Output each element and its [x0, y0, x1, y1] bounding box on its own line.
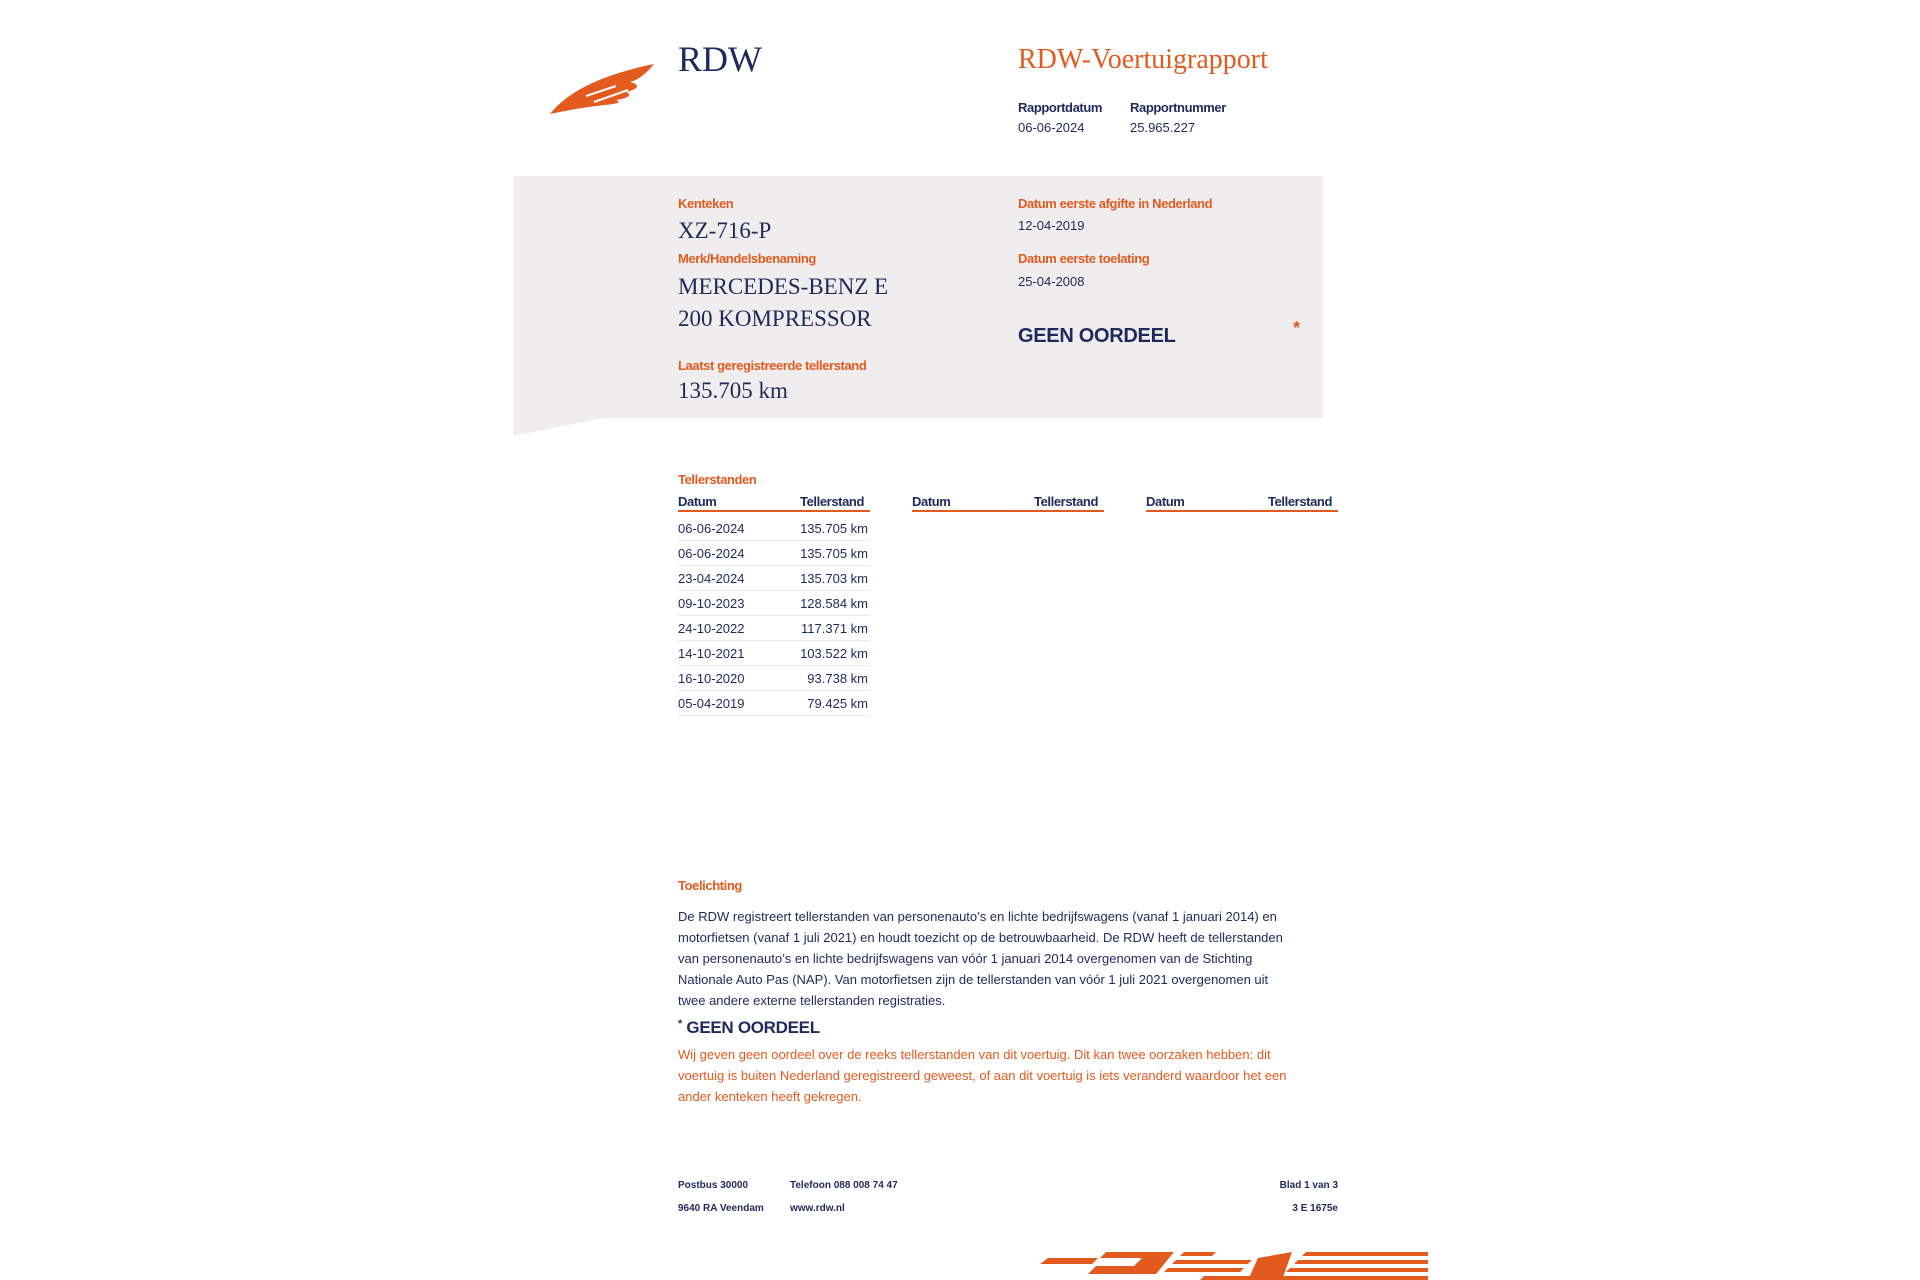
row-reading: 135.703 km: [800, 571, 868, 586]
explanation-line: De RDW registreert tellerstanden van personenauto’s en lichte bedrijfswagens (vanaf 1 januari 2014) en: [678, 909, 1277, 924]
footer-stripes-decoration: [1036, 1248, 1428, 1280]
rdw-logo-icon: [546, 58, 666, 116]
table-row: [678, 591, 870, 616]
report-date: 06-06-2024: [1018, 120, 1085, 135]
explanation-line: Nationale Auto Pas (NAP). Van motorfietsen zijn de tellerstanden van vóór 1 juli 2021 overgenomen uit: [678, 972, 1269, 987]
row-date: 09-10-2023: [678, 596, 745, 611]
table-row: [678, 666, 870, 691]
make-line-2: 200 KOMPRESSOR: [678, 306, 872, 331]
odometer-label: Laatst geregistreerde tellerstand: [678, 358, 867, 373]
verdict-text: GEEN OORDEEL: [1018, 325, 1176, 347]
header-rule-1: [678, 510, 870, 512]
row-date: 23-04-2024: [678, 571, 745, 586]
row-reading: 79.425 km: [807, 696, 868, 711]
explanation-title: Toelichting: [678, 878, 742, 893]
footer-web: www.rdw.nl: [790, 1203, 845, 1214]
report-date-label: Rapportdatum: [1018, 100, 1103, 115]
table-row: [678, 691, 870, 716]
footer-city: 9640 RA Veendam: [678, 1203, 764, 1214]
row-date: 06-06-2024: [678, 521, 745, 536]
table-row: [678, 616, 870, 641]
footer-phone: Telefoon 088 008 74 47: [790, 1180, 898, 1191]
verdict-line: voertuig is buiten Nederland geregistreerd geweest, of aan dit voertuig is iets veranderd waardoor het een: [678, 1068, 1287, 1083]
col-reading-header-2: Tellerstand: [1034, 494, 1098, 509]
row-date: 16-10-2020: [678, 671, 745, 686]
row-reading: 93.738 km: [807, 671, 868, 686]
report-number: 25.965.227: [1130, 120, 1196, 135]
row-date: 06-06-2024: [678, 546, 745, 561]
table-row: [678, 566, 870, 591]
table-row: [678, 516, 870, 541]
make-line-1: MERCEDES-BENZ E: [678, 274, 889, 299]
row-date: 14-10-2021: [678, 646, 745, 661]
footer-postbus: Postbus 30000: [678, 1180, 749, 1191]
make-label: Merk/Handelsbenaming: [678, 251, 816, 266]
report-number-label: Rapportnummer: [1130, 100, 1226, 115]
footer-page: Blad 1 van 3: [1279, 1180, 1338, 1191]
row-reading: 128.584 km: [800, 596, 868, 611]
row-date: 24-10-2022: [678, 621, 745, 636]
col-date-header-3: Datum: [1146, 494, 1185, 509]
verdict-line: ander kenteken heeft gekregen.: [678, 1089, 862, 1104]
report-title: RDW-Voertuigrapport: [1018, 44, 1268, 75]
row-reading: 135.705 km: [800, 521, 868, 536]
readings-title: Tellerstanden: [678, 472, 757, 487]
first-admission-label: Datum eerste toelating: [1018, 251, 1150, 266]
verdict-heading: [678, 1018, 820, 1038]
plate-label: Kenteken: [678, 196, 734, 211]
verdict-line: Wij geven geen oordeel over de reeks tellerstanden van dit voertuig. Dit kan twee oorzaken hebben: dit: [678, 1047, 1271, 1062]
panel-tail-decoration: [513, 416, 613, 436]
explanation-paragraph: [678, 906, 1338, 1011]
row-reading: 135.705 km: [800, 546, 868, 561]
table-row: [678, 641, 870, 666]
row-date: 05-04-2019: [678, 696, 745, 711]
header-rule-2: [912, 510, 1104, 512]
footer-code: 3 E 1675e: [1292, 1203, 1338, 1214]
row-reading: 117.371 km: [801, 621, 868, 636]
explanation-line: twee andere externe tellerstanden registraties.: [678, 993, 946, 1008]
first-admission-value: 25-04-2008: [1018, 274, 1085, 289]
col-reading-header-3: Tellerstand: [1268, 494, 1332, 509]
explanation-line: motorfietsen (vanaf 1 juli 2021) en houdt toezicht op de betrouwbaarheid. De RDW heeft de tellerstanden: [678, 930, 1283, 945]
odometer-value: 135.705 km: [678, 378, 788, 403]
row-reading: 103.522 km: [800, 646, 868, 661]
verdict-heading-text: GEEN OORDEEL: [686, 1018, 820, 1037]
first-registration-nl-value: 12-04-2019: [1018, 218, 1085, 233]
first-registration-nl-label: Datum eerste afgifte in Nederland: [1018, 196, 1213, 211]
col-reading-header-1: Tellerstand: [800, 494, 864, 509]
vehicle-summary-panel: [513, 176, 1323, 418]
verdict-heading-asterisk: *: [678, 1018, 682, 1030]
explanation-line: van personenauto’s en lichte bedrijfswagens van vóór 1 januari 2014 overgenomen van de Stichting: [678, 951, 1253, 966]
brand-name: RDW: [678, 39, 762, 79]
verdict-explanation: [678, 1044, 1338, 1107]
table-row: [678, 541, 870, 566]
col-date-header-1: Datum: [678, 494, 717, 509]
header-rule-3: [1146, 510, 1338, 512]
verdict-asterisk: *: [1293, 318, 1301, 338]
plate-value: XZ-716-P: [678, 218, 772, 243]
col-date-header-2: Datum: [912, 494, 951, 509]
